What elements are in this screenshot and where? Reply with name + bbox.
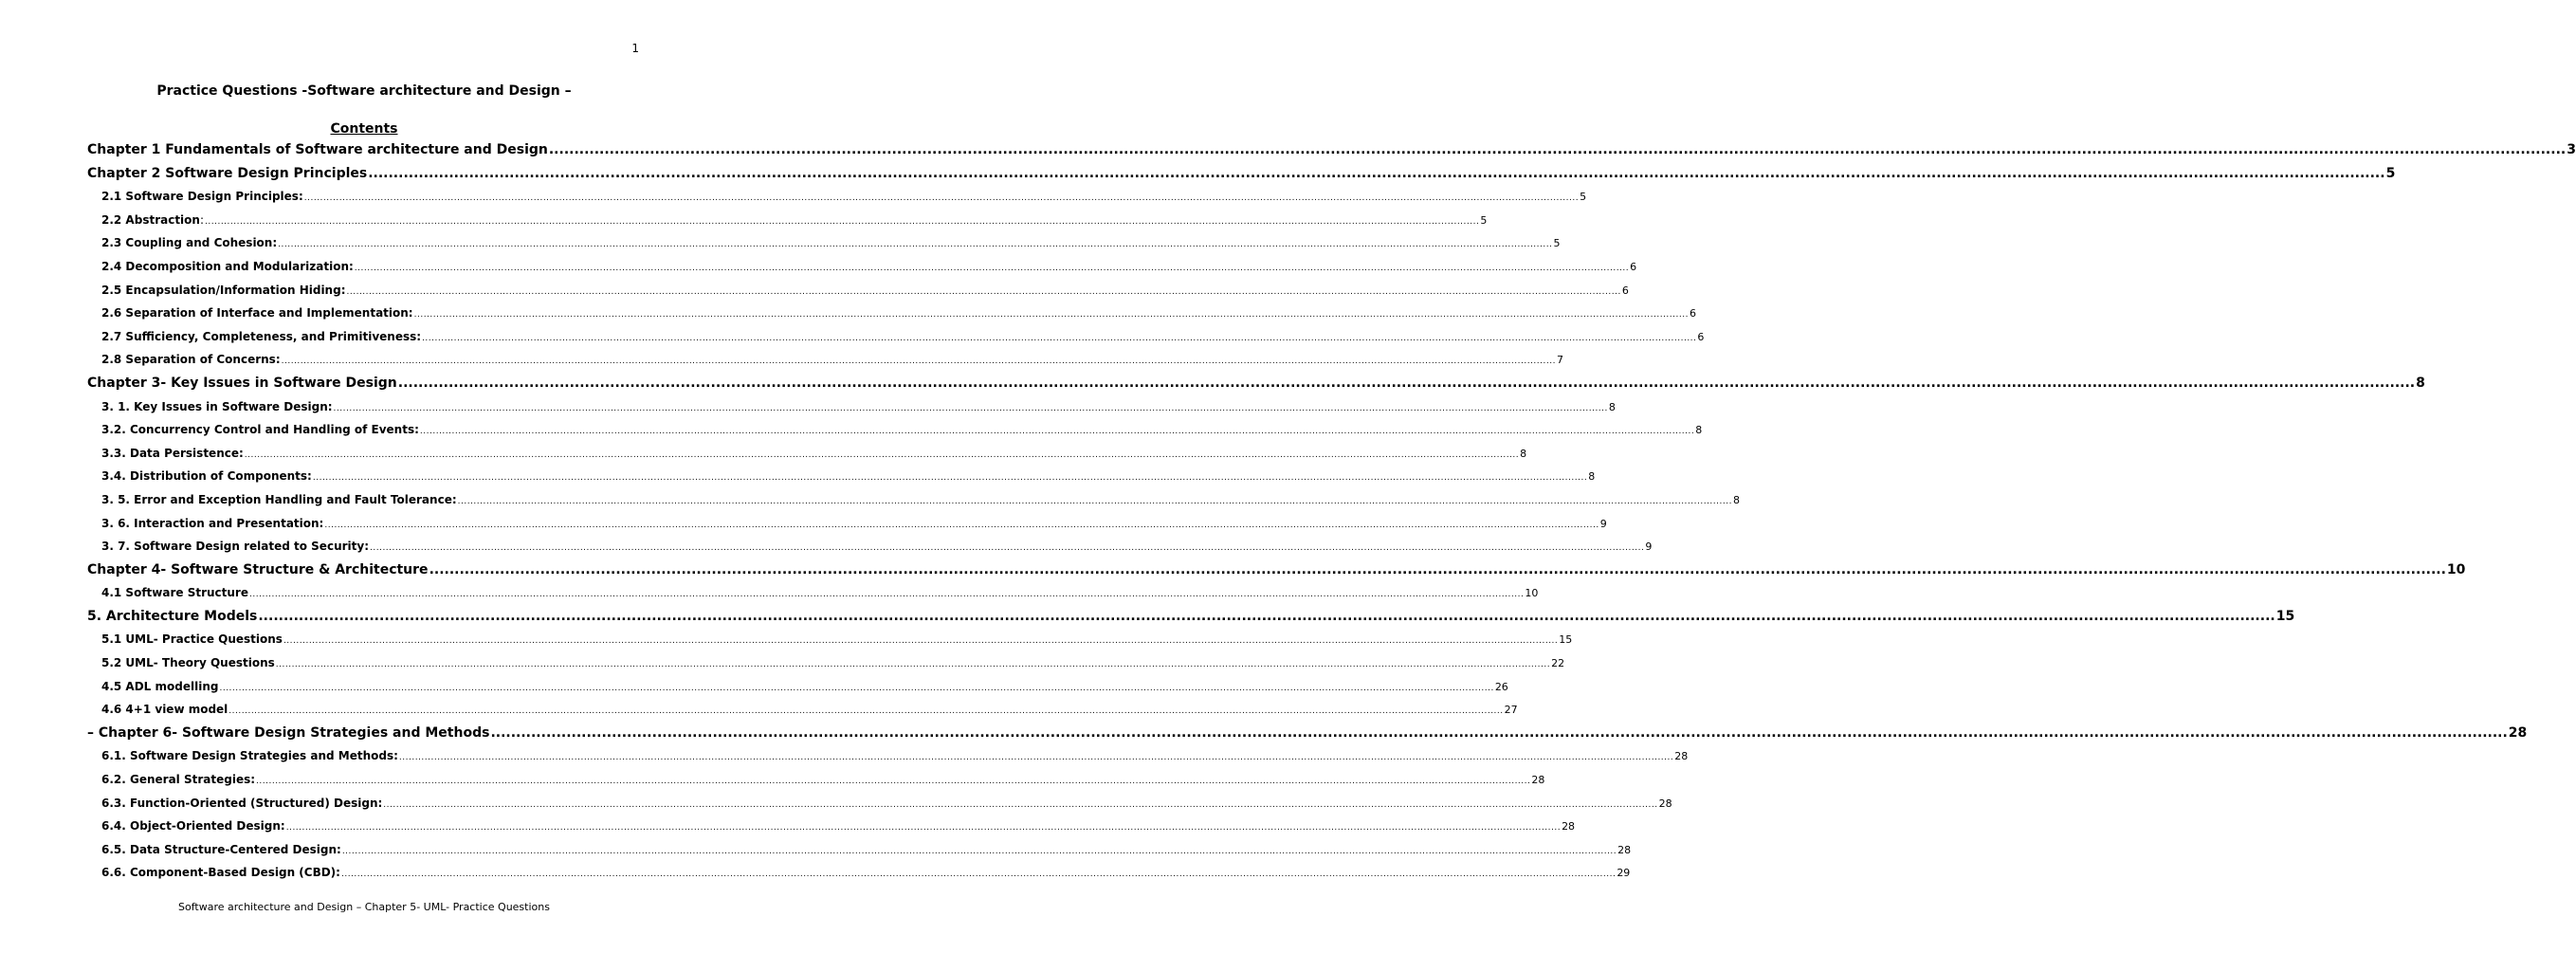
toc-section-link[interactable] [87, 651, 1565, 675]
toc-page-number: 10 [2446, 561, 2466, 577]
toc-dot-leader: ................................................................................................................................................................................................................................................................................................................................................................................................................ [490, 724, 2508, 741]
toc-section-link[interactable] [87, 442, 1527, 466]
toc-section-link[interactable] [87, 488, 1740, 512]
toc-entry-label: 5.1 UML- Practice Questions [101, 632, 283, 647]
toc-dot-leader: ................................................................................................................................................................................................................................................................................................................................................................................................................ [278, 240, 1553, 250]
toc-page-number: 29 [1617, 867, 1631, 880]
toc-entry-label: Chapter 3- Key Issues in Software Design [87, 375, 397, 391]
toc-dot-leader: ................................................................................................................................................................................................................................................................................................................................................................................................................ [368, 165, 2385, 181]
toc-dot-leader: ................................................................................................................................................................................................................................................................................................................................................................................................................ [422, 333, 1697, 343]
toc-section-link[interactable] [87, 838, 1632, 862]
toc-page-number: 9 [1645, 540, 1653, 554]
toc-entry-label: 3.4. Distribution of Components: [101, 469, 312, 484]
toc-dot-leader: ................................................................................................................................................................................................................................................................................................................................................................................................................ [244, 449, 1520, 460]
toc-dot-leader: ................................................................................................................................................................................................................................................................................................................................................................................................................ [303, 193, 1580, 204]
toc-section-link[interactable] [87, 395, 1616, 419]
toc-dot-leader: ................................................................................................................................................................................................................................................................................................................................................................................................................ [548, 142, 2567, 157]
toc-section-link[interactable] [87, 861, 1631, 885]
toc-section-link[interactable] [87, 255, 1637, 279]
toc-entry-label: Chapter 4- Software Structure & Architecture [87, 561, 429, 577]
toc-page-number: 28 [1531, 774, 1545, 787]
toc-page-number: 8 [1608, 400, 1616, 413]
toc-entry-label: 5.2 UML- Theory Questions [101, 656, 275, 670]
toc-section-link[interactable] [87, 418, 1703, 442]
toc-entry-label: 3.2. Concurrency Control and Handling of Events: [101, 423, 419, 437]
toc-page-number: 7 [1556, 354, 1563, 367]
toc-entry-label: Chapter 2 Software Design Principles [87, 165, 368, 181]
toc-section-link[interactable] [87, 698, 1518, 722]
toc-entry-label: 2.7 Sufficiency, Completeness, and Primitiveness: [101, 329, 422, 343]
toc-section-link[interactable] [87, 231, 1561, 255]
toc-entry-label: – Chapter 6- Software Design Strategies and Methods [87, 724, 490, 741]
toc-entry-label: 4.6 4+1 view model [101, 703, 228, 717]
toc-page-number: 5 [2385, 165, 2396, 181]
toc-section-link[interactable] [87, 279, 1629, 302]
toc-entry-label: 6.4. Object-Oriented Design: [101, 819, 285, 834]
toc-page-number: 15 [2275, 608, 2295, 624]
toc-entry-label: 5. Architecture Models [87, 608, 258, 624]
toc-entry-label: 4.5 ADL modelling [101, 679, 219, 693]
toc-page-number: 8 [2416, 375, 2425, 391]
toc-entry-label: 6.6. Component-Based Design (CBD): [101, 866, 340, 880]
toc-page-number: 9 [1599, 517, 1607, 530]
toc-dot-leader: ................................................................................................................................................................................................................................................................................................................................................................................................................ [341, 846, 1617, 856]
toc-chapter-link[interactable] [87, 162, 2396, 186]
toc-dot-leader: ................................................................................................................................................................................................................................................................................................................................................................................................................ [228, 706, 1504, 717]
toc-entry-label: 6.3. Function-Oriented (Structured) Design: [101, 796, 383, 810]
toc-section-link[interactable] [87, 465, 1596, 488]
toc-page-number: 27 [1504, 704, 1518, 717]
toc-dot-leader: ................................................................................................................................................................................................................................................................................................................................................................................................................ [397, 375, 2416, 391]
toc-dot-leader: ................................................................................................................................................................................................................................................................................................................................................................................................................ [281, 357, 1556, 367]
toc-section-link[interactable] [87, 675, 1508, 699]
toc-page-number: 5 [1480, 213, 1488, 227]
toc-entry-label: 3.3. Data Persistence: [101, 446, 244, 460]
toc-entry-label: 6.5. Data Structure-Centered Design: [101, 842, 341, 856]
contents-heading: Contents [330, 121, 398, 137]
toc-entry-label: 2.2 Abstraction: [101, 212, 205, 227]
table-of-contents [87, 138, 2576, 885]
toc-dot-leader: ................................................................................................................................................................................................................................................................................................................................................................................................................ [354, 263, 1630, 273]
toc-chapter-link[interactable] [87, 722, 2528, 745]
toc-page-number: 28 [1674, 750, 1689, 763]
toc-entry-label: 2.5 Encapsulation/Information Hiding: [101, 283, 346, 297]
toc-dot-leader: ................................................................................................................................................................................................................................................................................................................................................................................................................ [219, 683, 1494, 693]
toc-entry-label: 6.2. General Strategies: [101, 773, 256, 787]
toc-page-number: 28 [1617, 843, 1632, 856]
toc-dot-leader: ................................................................................................................................................................................................................................................................................................................................................................................................................ [340, 870, 1617, 880]
toc-section-link[interactable] [87, 768, 1545, 792]
toc-entry-label: 2.8 Separation of Concerns: [101, 353, 281, 367]
toc-entry-label: 2.1 Software Design Principles: [101, 190, 303, 204]
toc-dot-leader: ................................................................................................................................................................................................................................................................................................................................................................................................................ [205, 216, 1480, 227]
document-title: Practice Questions -Software architecture and Design – [156, 83, 572, 99]
toc-page-number: 15 [1559, 633, 1573, 647]
toc-page-number: 6 [1689, 307, 1696, 321]
toc-dot-leader: ................................................................................................................................................................................................................................................................................................................................................................................................................ [398, 753, 1674, 763]
toc-dot-leader: ................................................................................................................................................................................................................................................................................................................................................................................................................ [370, 543, 1645, 554]
toc-dot-leader: ................................................................................................................................................................................................................................................................................................................................................................................................................ [346, 286, 1621, 297]
toc-dot-leader: ................................................................................................................................................................................................................................................................................................................................................................................................................ [333, 403, 1608, 413]
toc-dot-leader: ................................................................................................................................................................................................................................................................................................................................................................................................................ [283, 636, 1559, 647]
page-number: 1 [631, 42, 639, 55]
toc-page-number: 28 [2508, 724, 2528, 741]
toc-page-number: 26 [1494, 680, 1508, 693]
toc-section-link[interactable] [87, 792, 1672, 815]
toc-dot-leader: ................................................................................................................................................................................................................................................................................................................................................................................................................ [275, 660, 1551, 670]
toc-page-number: 6 [1697, 330, 1705, 343]
toc-section-link[interactable] [87, 209, 1488, 232]
toc-page-number: 5 [1580, 191, 1587, 204]
toc-dot-leader: ................................................................................................................................................................................................................................................................................................................................................................................................................ [256, 777, 1531, 787]
toc-section-link[interactable] [87, 302, 1696, 325]
toc-page-number: 6 [1630, 260, 1637, 273]
toc-section-link[interactable] [87, 815, 1576, 838]
toc-page-number: 22 [1551, 657, 1565, 670]
toc-entry-label: 3. 1. Key Issues in Software Design: [101, 399, 333, 413]
toc-page-number: 8 [1732, 493, 1740, 506]
page-footer: Software architecture and Design – Chapter 5- UML- Practice Questions [178, 901, 550, 913]
toc-dot-leader: ................................................................................................................................................................................................................................................................................................................................................................................................................ [285, 823, 1562, 834]
toc-entry-label: 6.1. Software Design Strategies and Methods: [101, 749, 398, 763]
toc-entry-label: 3. 5. Error and Exception Handling and Fault Tolerance: [101, 492, 457, 506]
toc-entry-label: Chapter 1 Fundamentals of Software architecture and Design [87, 142, 548, 157]
toc-page-number: 5 [1553, 237, 1561, 250]
toc-chapter-link[interactable] [87, 605, 2295, 629]
toc-page-number: 8 [1520, 447, 1527, 460]
toc-page-number: 6 [1621, 284, 1629, 297]
toc-entry-label: 2.3 Coupling and Cohesion: [101, 236, 278, 250]
toc-dot-leader: ................................................................................................................................................................................................................................................................................................................................................................................................................ [457, 496, 1732, 506]
toc-chapter-link[interactable] [87, 372, 2425, 395]
toc-page-number: 3 [2567, 142, 2576, 157]
toc-chapter-link[interactable] [87, 138, 2576, 162]
toc-page-number: 8 [1588, 470, 1596, 484]
toc-dot-leader: ................................................................................................................................................................................................................................................................................................................................................................................................................ [324, 520, 1599, 530]
toc-section-link[interactable] [87, 325, 1705, 349]
toc-dot-leader: ................................................................................................................................................................................................................................................................................................................................................................................................................ [429, 561, 2446, 577]
toc-dot-leader: ................................................................................................................................................................................................................................................................................................................................................................................................................ [249, 590, 1525, 600]
toc-page-number: 28 [1562, 820, 1576, 834]
toc-entry-label: 2.4 Decomposition and Modularization: [101, 259, 354, 273]
toc-section-link[interactable] [87, 185, 1587, 209]
toc-dot-leader: ................................................................................................................................................................................................................................................................................................................................................................................................................ [312, 473, 1588, 484]
toc-dot-leader: ................................................................................................................................................................................................................................................................................................................................................................................................................ [419, 427, 1695, 437]
toc-page-number: 28 [1658, 797, 1672, 810]
toc-section-link[interactable] [87, 628, 1573, 651]
toc-entry-label: 3. 7. Software Design related to Security: [101, 540, 369, 554]
toc-entry-label: 3. 6. Interaction and Presentation: [101, 516, 324, 530]
toc-section-link[interactable] [87, 744, 1689, 768]
toc-page-number: 10 [1525, 587, 1539, 600]
toc-dot-leader: ................................................................................................................................................................................................................................................................................................................................................................................................................ [258, 608, 2275, 624]
toc-chapter-link[interactable] [87, 559, 2466, 582]
toc-page-number: 8 [1695, 424, 1703, 437]
toc-section-link[interactable] [87, 581, 1539, 605]
toc-dot-leader: ................................................................................................................................................................................................................................................................................................................................................................................................................ [413, 310, 1689, 321]
toc-dot-leader: ................................................................................................................................................................................................................................................................................................................................................................................................................ [383, 799, 1658, 810]
toc-entry-label: 4.1 Software Structure [101, 586, 248, 600]
toc-section-link[interactable] [87, 512, 1607, 536]
toc-section-link[interactable] [87, 348, 1563, 372]
toc-section-link[interactable] [87, 535, 1653, 559]
toc-entry-label: 2.6 Separation of Interface and Implementation: [101, 306, 413, 321]
